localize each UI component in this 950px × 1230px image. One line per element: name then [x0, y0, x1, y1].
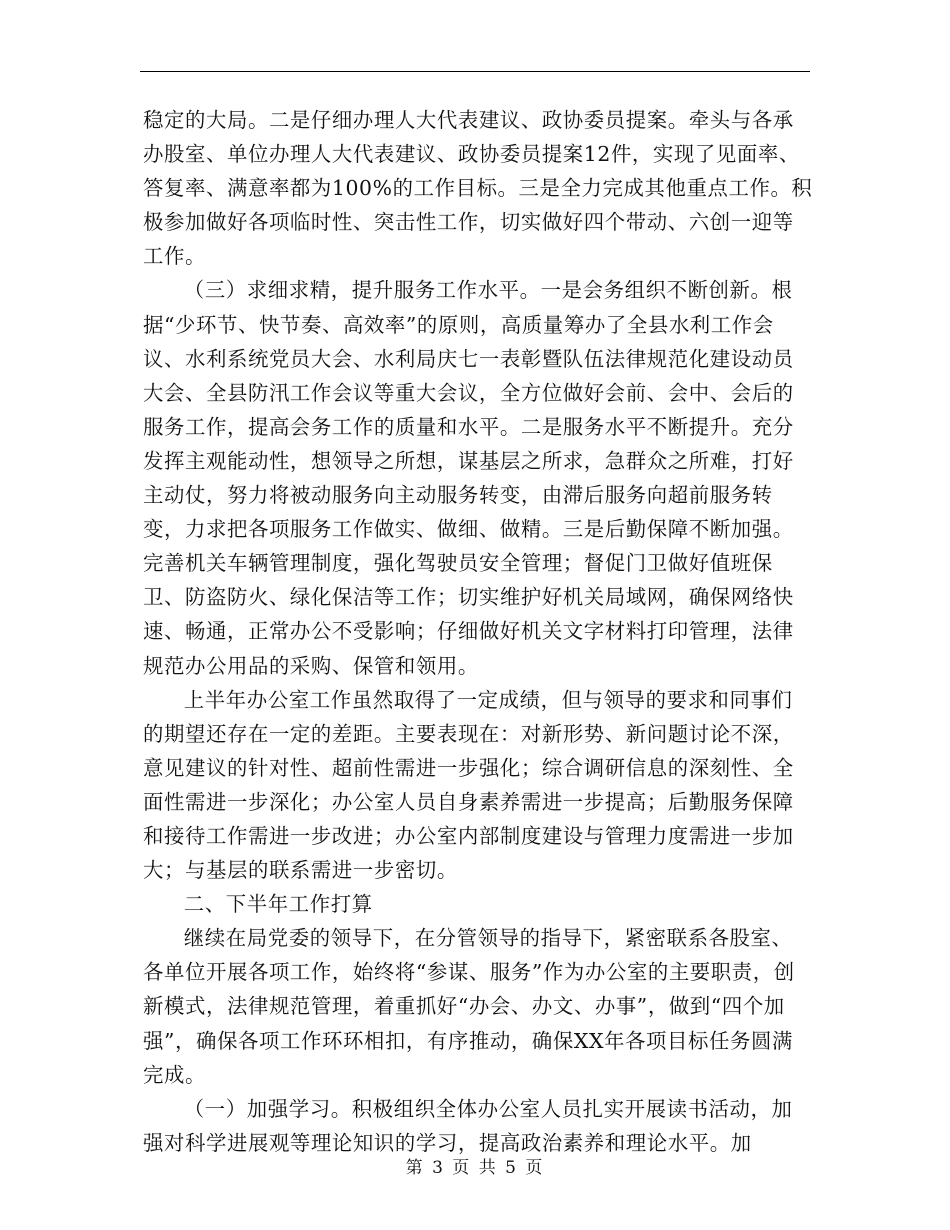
paragraph-plan-overview: 继续在局党委的领导下，在分管领导的指导下，紧密联系各股室、各单位开展各项工作，始终将“参谋、服务”作为办公室的主要职责，创新模式，法律规范管理，着重抓好“办会、办文、办事”，做到“四个加强”，确保各项工作环环相扣，有序推动，确保XX年各项目标任务圆满完成。	[143, 926, 795, 1087]
paragraph-continuation: 稳定的大局。二是仔细办理人大代表建议、政协委员提案。牵头与各承办股室、单位办理人大代表建议、政协委员提案12件，实现了见面率、答复率、满意率都为100%的工作目标。三是全力完成其他重点工作。积极参加做好各项临时性、突击性工作，切实做好四个带动、六创一迎等工作。	[143, 108, 813, 269]
document-body	[143, 103, 813, 1160]
paragraph-strengthen-study: （一）加强学习。积极组织全体办公室人员扎实开展读书活动，加强对科学进展观等理论知识的学习，提高政治素养和理论水平。加	[143, 1096, 793, 1155]
paragraph-shortcomings: 上半年办公室工作虽然取得了一定成绩，但与领导的要求和同事们的期望还存在一定的差距。主要表现在：对新形势、新问题讨论不深，意见建议的针对性、超前性需进一步强化；综合调研信息的深刻性、全面性需进一步深化；办公室人员自身素养需进一步提高；后勤服务保障和接待工作需进一步改进；办公室内部制度建设与管理力度需进一步加大；与基层的联系需进一步密切。	[143, 687, 794, 883]
header-rule	[140, 71, 810, 72]
section-heading-second-half-plan: 二、下半年工作打算	[183, 892, 373, 917]
paragraph-service-level: （三）求细求精，提升服务工作水平。一是会务组织不断创新。根据“少环节、快节奏、高效率”的原则，高质量筹办了全县水利工作会议、水利系统党员大会、水利局庆七一表彰暨队伍法律规范化建设动员大会、全县防汛工作会议等重大会议，全方位做好会前、会中、会后的服务工作，提高会务工作的质量和水平。二是服务水平不断提升。充分发挥主观能动性，想领导之所想，谋基层之所求，急群众之所难，打好主动仗，努力将被动服务向主动服务转变，由滞后服务向超前服务转变，力求把各项服务工作做实、做细、做精。三是后勤保障不断加强。完善机关车辆管理制度，强化驾驶员安全管理；督促门卫做好值班保卫、防盗防火、绿化保洁等工作；切实维护好机关局域网，确保网络快速、畅通，正常办公不受影响；仔细做好机关文字材料打印管理，法律规范办公用品的采购、保管和领用。	[143, 278, 794, 678]
page-number-footer: 第 3 页 共 5 页	[405, 1158, 545, 1178]
